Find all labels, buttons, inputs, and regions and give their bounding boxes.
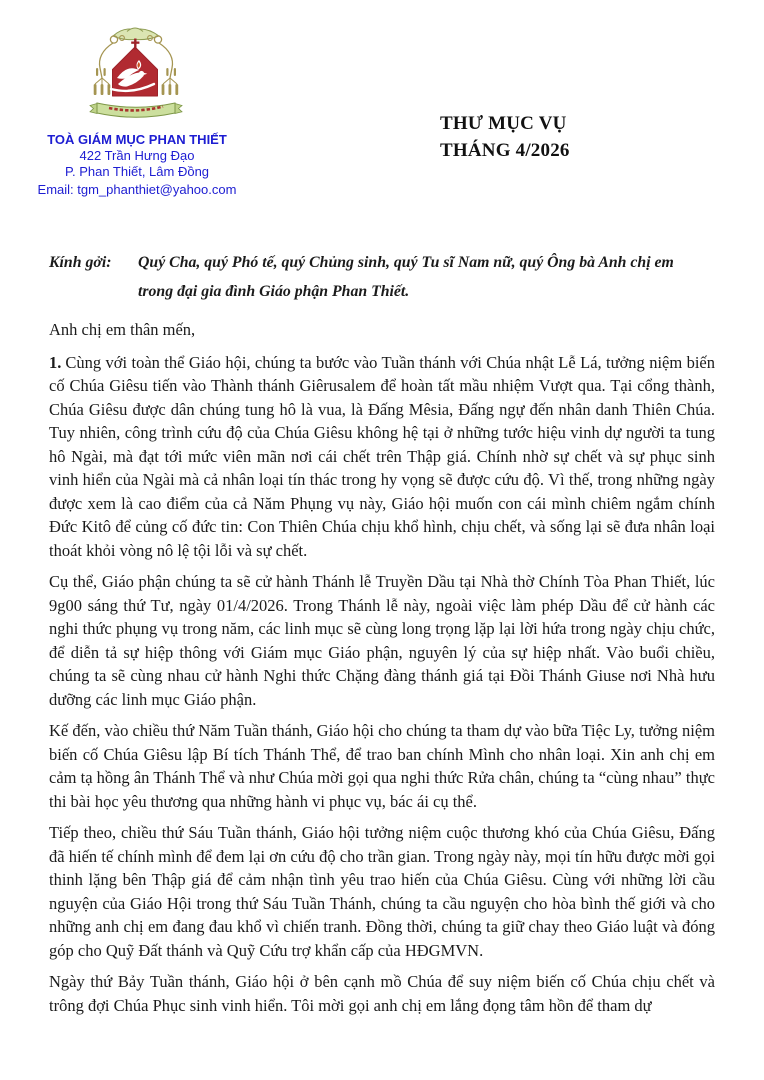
address-line-2: P. Phan Thiết, Lâm Đồng	[64, 164, 210, 179]
paragraph-5	[49, 970, 715, 1017]
diocese-crest-icon	[87, 26, 187, 123]
paragraph-3-text: Kế đến, vào chiều thứ Năm Tuần thánh, Giáo hội cho chúng ta tham dự vào bữa Tiệc Ly, tưởng niệm biến cố Chúa Giêsu lập Bí tích Thánh Thể, để trao ban chính Mình cho nhân loại. Xin anh chị em cảm tạ hồng ân Thánh Thể và như Chúa mời gọi qua nghi thức Rửa chân, chúng ta “cùng nhau” thực thi bài học yêu thương qua những hành vi phục vụ, bác ái cụ thể.	[49, 721, 715, 811]
salutation-recipients	[138, 248, 715, 306]
letter-title	[440, 110, 570, 164]
salutation-line-2: trong đại gia đình Giáo phận Phan Thiết.	[138, 283, 410, 300]
salutation	[49, 248, 715, 306]
letter-body	[49, 248, 715, 1025]
paragraph-1	[49, 351, 715, 563]
letter-title-line1: THƯ MỤC VỤ	[440, 113, 567, 134]
paragraph-4	[49, 821, 715, 962]
paragraph-4-text: Tiếp theo, chiều thứ Sáu Tuần thánh, Giáo hội tưởng niệm cuộc thương khó của Chúa Giêsu, Đấng đã hiến tế chính mình để đem lại ơn cứu độ cho trần gian. Trong ngày này, mọi tín hữu được mời gọi thinh lặng bên Thập giá để cảm nhận tình yêu trao hiến của Chúa Giêsu. Cùng với những lời cầu nguyện của Giáo Hội trong thứ Sáu Tuần Thánh, chúng ta cầu nguyện cho hòa bình thế giới và cho những anh chị em đang đau khổ vì chiến tranh. Đồng thời, chúng ta giữ chay theo Giáo luật và đóng góp cho Quỹ Đất thánh và Quỹ Cứu trợ khẩn cấp của HĐGMVN.	[49, 823, 715, 960]
greeting: Anh chị em thân mến,	[49, 320, 196, 339]
paragraph-1-text: Cùng với toàn thể Giáo hội, chúng ta bước vào Tuần thánh với Chúa nhật Lễ Lá, tưởng niệm biến cố Chúa Giêsu tiến vào Thành thánh Giêrusalem để hoàn tất mầu nhiệm Vượt qua. Tại cổng thành, Chúa Giêsu được dân chúng tung hô là vua, là Đấng Mêsia, Đấng ngự đến nhân danh Thiên Chúa. Tuy nhiên, công trình cứu độ của Chúa Giêsu không hệ tại ở những tước hiệu vinh dự người ta tung hô Ngài, mà đạt tới mức viên mãn nơi cái chết trên Thập giá. Chính nhờ sự chết và sự phục sinh vinh hiển của Ngài mà cả nhân loại tín thác trong hy vọng sẽ được cứu độ. Vì thế, trong những ngày được xem là cao điểm của cả Năm Phụng vụ này, Giáo hội muốn con cái mình chiêm ngắm chính Đức Kitô để củng cố đức tin: Con Thiên Chúa chịu khổ hình, chịu chết, và sống lại sẽ đưa nhân loại thoát khỏi vòng nô lệ tội lỗi và sự chết.	[49, 352, 715, 560]
salutation-line-1: Quý Cha, quý Phó tế, quý Chủng sinh, quý Tu sĩ Nam nữ, quý Ông bà Anh chị em	[138, 254, 674, 271]
org-name: TOÀ GIÁM MỤC PHAN THIẾT	[47, 132, 227, 147]
paragraph-2-text: Cụ thể, Giáo phận chúng ta sẽ cử hành Thánh lễ Truyền Dầu tại Nhà thờ Chính Tòa Phan Thiết, lúc 9g00 sáng thứ Tư, ngày 01/4/2026. Trong Thánh lễ này, ngoài việc làm phép Dầu để cử hành các nghi thức phụng vụ trong năm, các linh mục sẽ cùng long trọng lặp lại lời hứa trong ngày chịu chức, để diễn tả sự hiệp thông với Giám mục Giáo phận, nguyên lý của sự hiệp nhất. Vào buổi chiều, chúng ta sẽ cùng nhau cử hành Nghi thức Chặng đàng thánh giá tại Đồi Thánh Giuse nơi Nhà hưu dưỡng các linh mục Giáo phận.	[49, 572, 715, 709]
address-line-1: 422 Trần Hưng Đạo	[79, 148, 195, 163]
salutation-label: Kính gởi:	[49, 254, 112, 271]
letter-title-line2: THÁNG 4/2026	[440, 140, 570, 161]
letterhead	[34, 26, 240, 198]
paragraph-3	[49, 719, 715, 813]
paragraph-1-number: 1.	[49, 352, 62, 372]
paragraph-2	[49, 570, 715, 711]
paragraph-5-text: Ngày thứ Bảy Tuần thánh, Giáo hội ở bên cạnh mồ Chúa để suy niệm biến cố Chúa chịu chết và trông đợi Chúa Phục sinh vinh hiển. Tôi mời gọi anh chị em lắng đọng tâm hồn để tham dự	[49, 972, 715, 1015]
email-line: Email: tgm_phanthiet@yahoo.com	[37, 182, 237, 197]
